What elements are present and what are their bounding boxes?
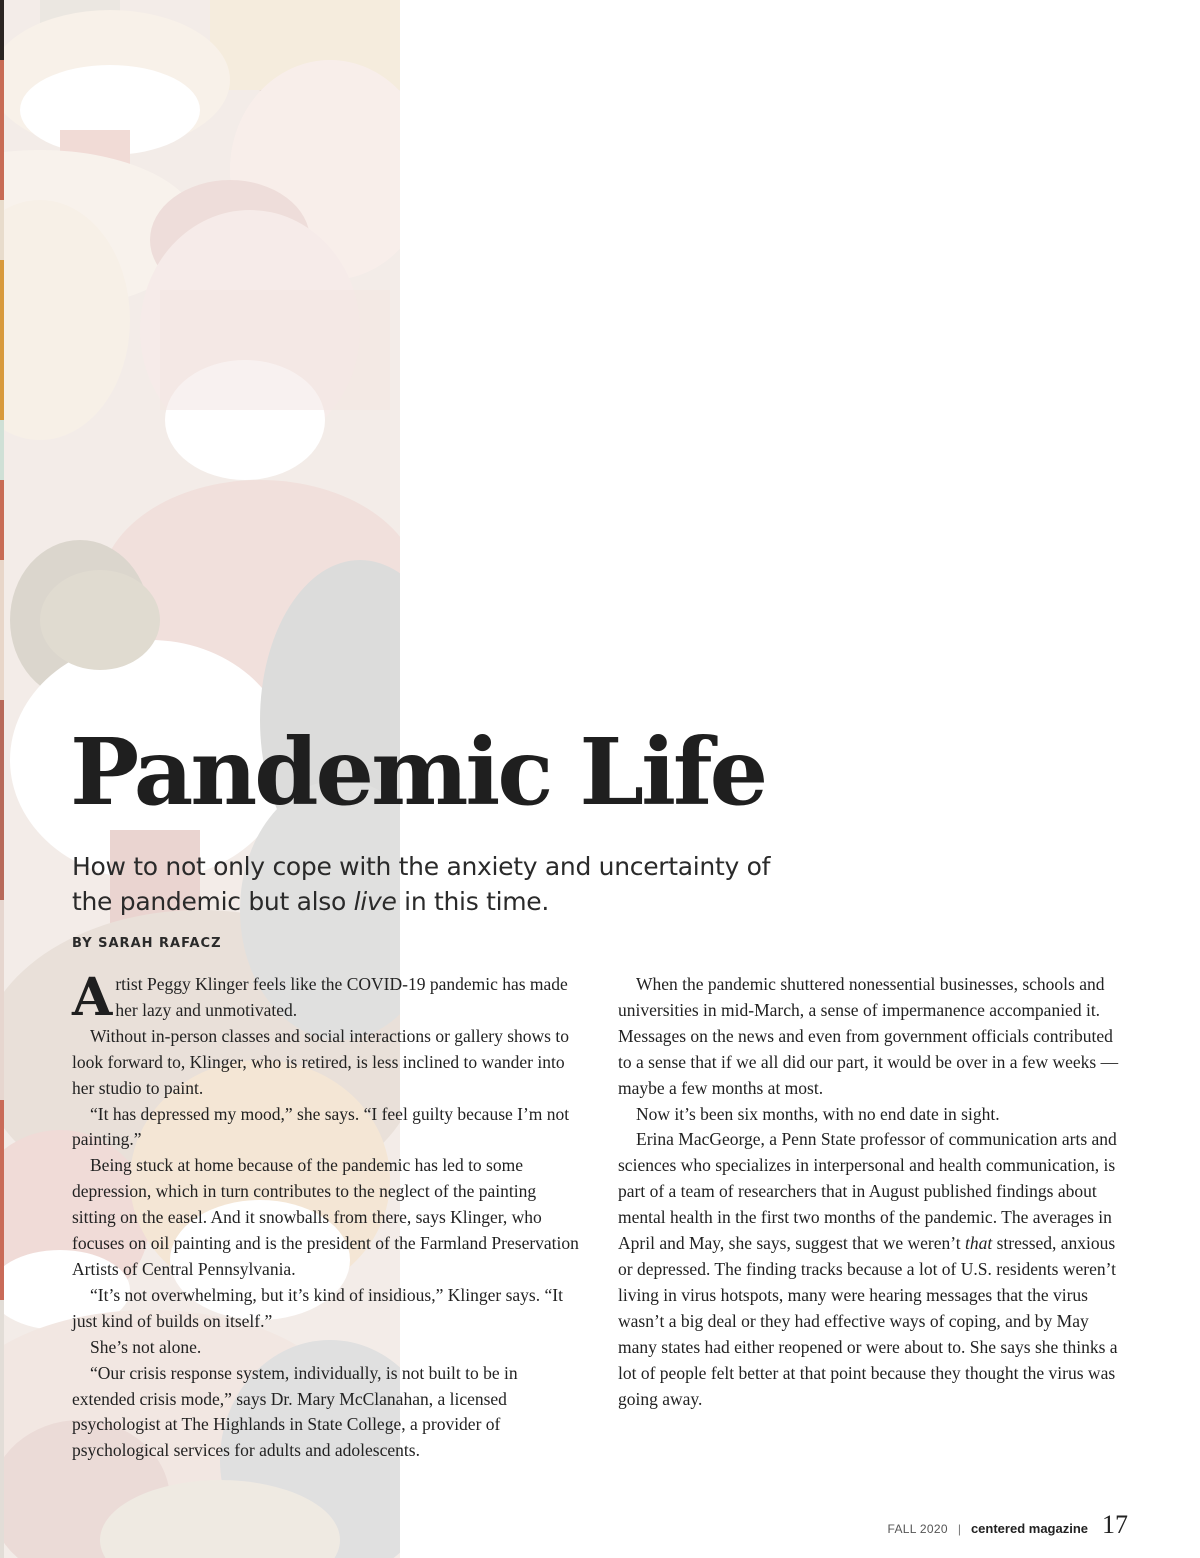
deck-text: How to not only cope with the anxiety and uncertainty of the pandemic but also	[72, 852, 771, 916]
deck-text-end: in this time.	[396, 887, 550, 916]
page-number: 17	[1102, 1510, 1128, 1539]
body-paragraph	[618, 1127, 1130, 1412]
byline: BY SARAH RAFACZ	[72, 936, 222, 951]
body-paragraph: “Our crisis response system, individually, is not built to be in extended crisis mode,” says Dr. Mary McClanahan, a licensed psychologist at The Highlands in State College, a provider of psychological services for adults and adolescents.	[72, 1362, 518, 1461]
paragraph-text-end: stressed, anxious or depressed. The finding tracks because a lot of U.S. residents weren’t living in virus hotspots, many were hearing messages that the virus wasn’t a big deal or they had effective ways of coping, and by May many states had either reopened or were about to. She says she thinks a lot of people felt better at that point because they thought the virus was going away.	[618, 1233, 1118, 1409]
body-paragraph: She’s not alone.	[90, 1336, 202, 1357]
magazine-name: centered magazine	[970, 1521, 1088, 1536]
footer-separator: |	[957, 1522, 961, 1536]
page-footer	[888, 1510, 1128, 1540]
paragraph-text: Erina MacGeorge, a Penn State professor of communication arts and sciences who specializes in interpersonal and health communication, is part of a team of researchers that in August published findings about mental health in the first two months of the pandemic. The averages in April and May, she says, suggest that we weren’t	[618, 1129, 1117, 1254]
edge-color-strip	[0, 0, 4, 1558]
body-paragraph: “It has depressed my mood,” she says. “I feel guilty because I’m not painting.”	[72, 1103, 570, 1150]
article-title: Pandemic Life	[70, 718, 766, 826]
body-column-left	[72, 967, 584, 1464]
body-paragraph: Now it’s been six months, with no end date in sight.	[636, 1103, 1000, 1124]
deck-emphasis: live	[353, 887, 397, 916]
emphasis-text: that	[965, 1233, 993, 1254]
body-paragraph: Without in-person classes and social interactions or gallery shows to look forward to, Klinger, who is retired, is less inclined to wander into her studio to paint.	[72, 1025, 569, 1098]
opening-paragraph	[72, 967, 584, 1028]
article-deck	[72, 849, 772, 919]
body-paragraph: Being stuck at home because of the pandemic has led to some depression, which in turn contributes to the neglect of the painting sitting on the easel. And it snowballs from there, says Klinger, who focuses on oil painting and is the president of the Farmland Preservation Artists of Central Pennsylvania.	[72, 1155, 579, 1279]
body-paragraph: When the pandemic shuttered nonessential businesses, schools and universities in mid-March, a sense of impermanence accompanied it. Messages on the news and even from government officials contributed to a sense that if we all did our part, it would be over in a few weeks — maybe a few months at most.	[618, 974, 1119, 1098]
issue-label: FALL 2020	[887, 1522, 948, 1536]
drop-cap: A	[72, 967, 113, 1028]
opening-paragraph-text: rtist Peggy Klinger feels like the COVID-19 pandemic has made her lazy and unmotivated.	[115, 974, 568, 1020]
body-paragraph: “It’s not overwhelming, but it’s kind of insidious,” Klinger says. “It just kind of builds on itself.”	[72, 1284, 563, 1331]
body-column-right	[618, 972, 1130, 1412]
